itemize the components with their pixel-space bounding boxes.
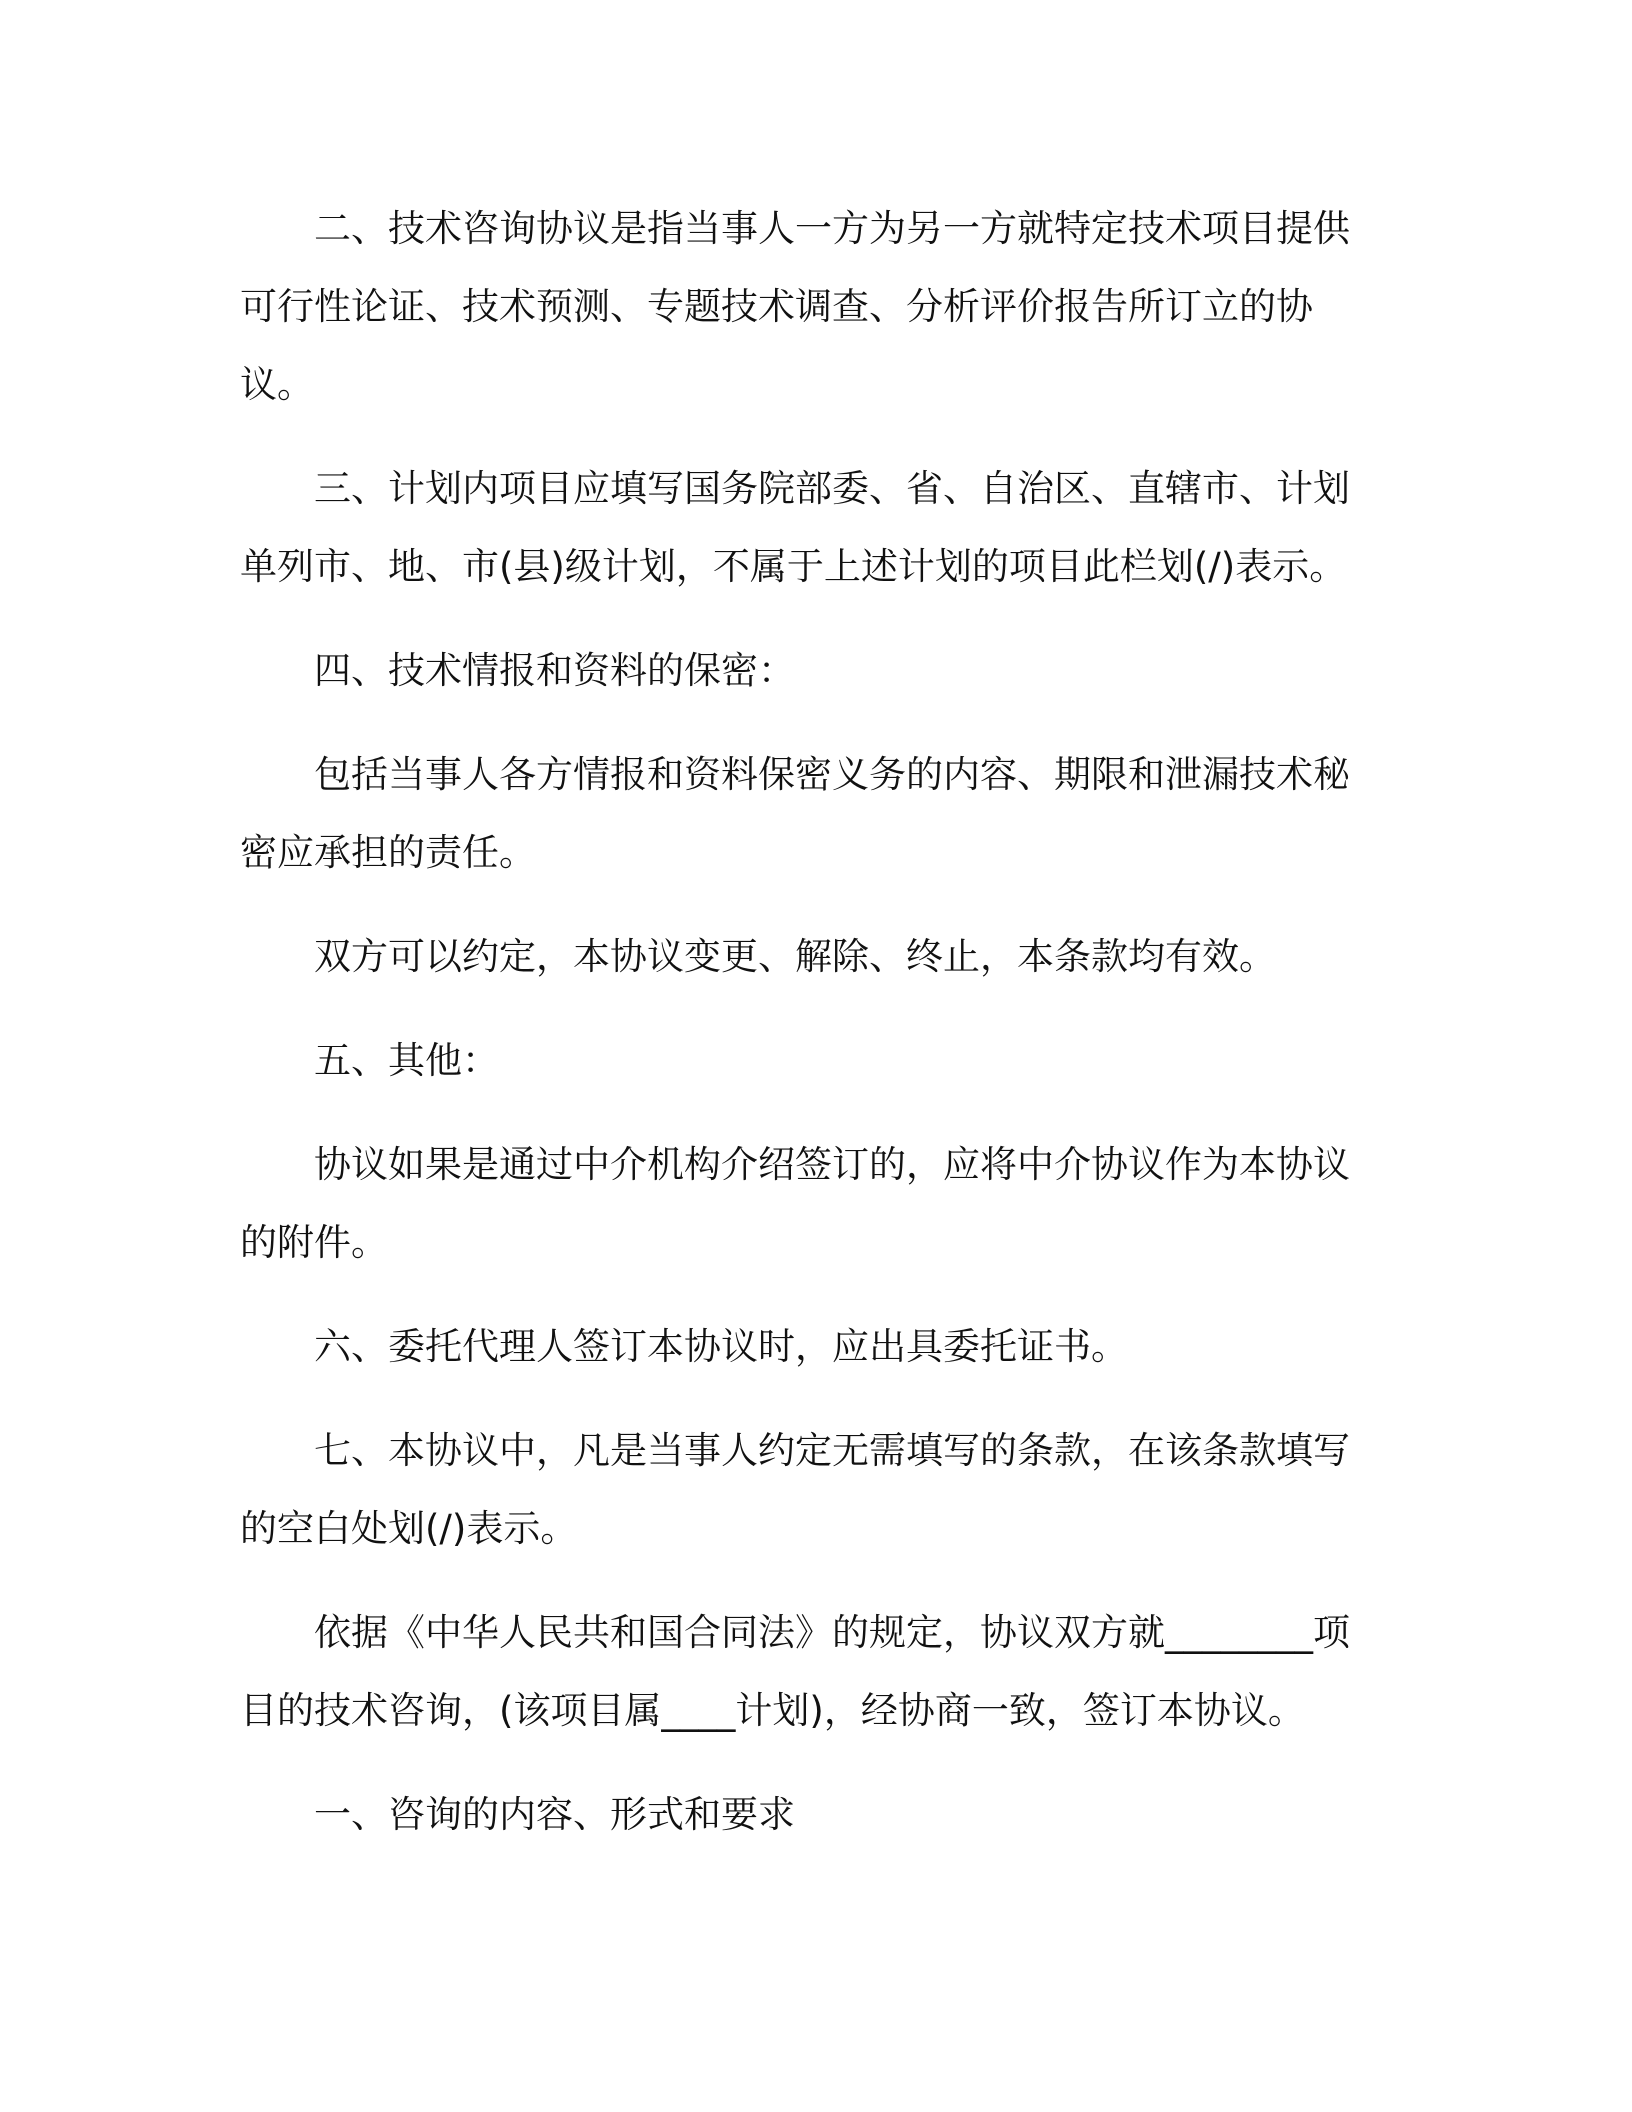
document-body <box>240 190 1375 1880</box>
paragraph-confidentiality-heading: 四、技术情报和资料的保密： <box>314 649 795 692</box>
paragraph-agent: 六、委托代理人签订本协议时，应出具委托证书。 <box>314 1325 1128 1368</box>
paragraph-other-heading: 五、其他： <box>314 1039 499 1082</box>
paragraph-intermediary: 协议如果是通过中介机构介绍签订的，应将中介协议作为本协议的附件。 <box>240 1143 1350 1264</box>
paragraph-confidentiality-content: 包括当事人各方情报和资料保密义务的内容、期限和泄漏技术秘密应承担的责任。 <box>240 753 1350 874</box>
paragraph-blank-clauses: 七、本协议中，凡是当事人约定无需填写的条款，在该条款填写的空白处划(/)表示。 <box>240 1429 1350 1550</box>
paragraph-agreement-basis: 依据《中华人民共和国合同法》的规定，协议双方就________项目的技术咨询，(该项目属____计划)，经协商一致，签订本协议。 <box>240 1611 1350 1732</box>
paragraph-consulting-content-heading: 一、咨询的内容、形式和要求 <box>314 1793 795 1836</box>
paragraph-validity: 双方可以约定，本协议变更、解除、终止，本条款均有效。 <box>314 935 1276 978</box>
paragraph-definition: 二、技术咨询协议是指当事人一方为另一方就特定技术项目提供可行性论证、技术预测、专题技术调查、分析评价报告所订立的协议。 <box>240 207 1350 406</box>
paragraph-plan-items: 三、计划内项目应填写国务院部委、省、自治区、直辖市、计划单列市、地、市(县)级计划，不属于上述计划的项目此栏划(/)表示。 <box>240 467 1350 588</box>
